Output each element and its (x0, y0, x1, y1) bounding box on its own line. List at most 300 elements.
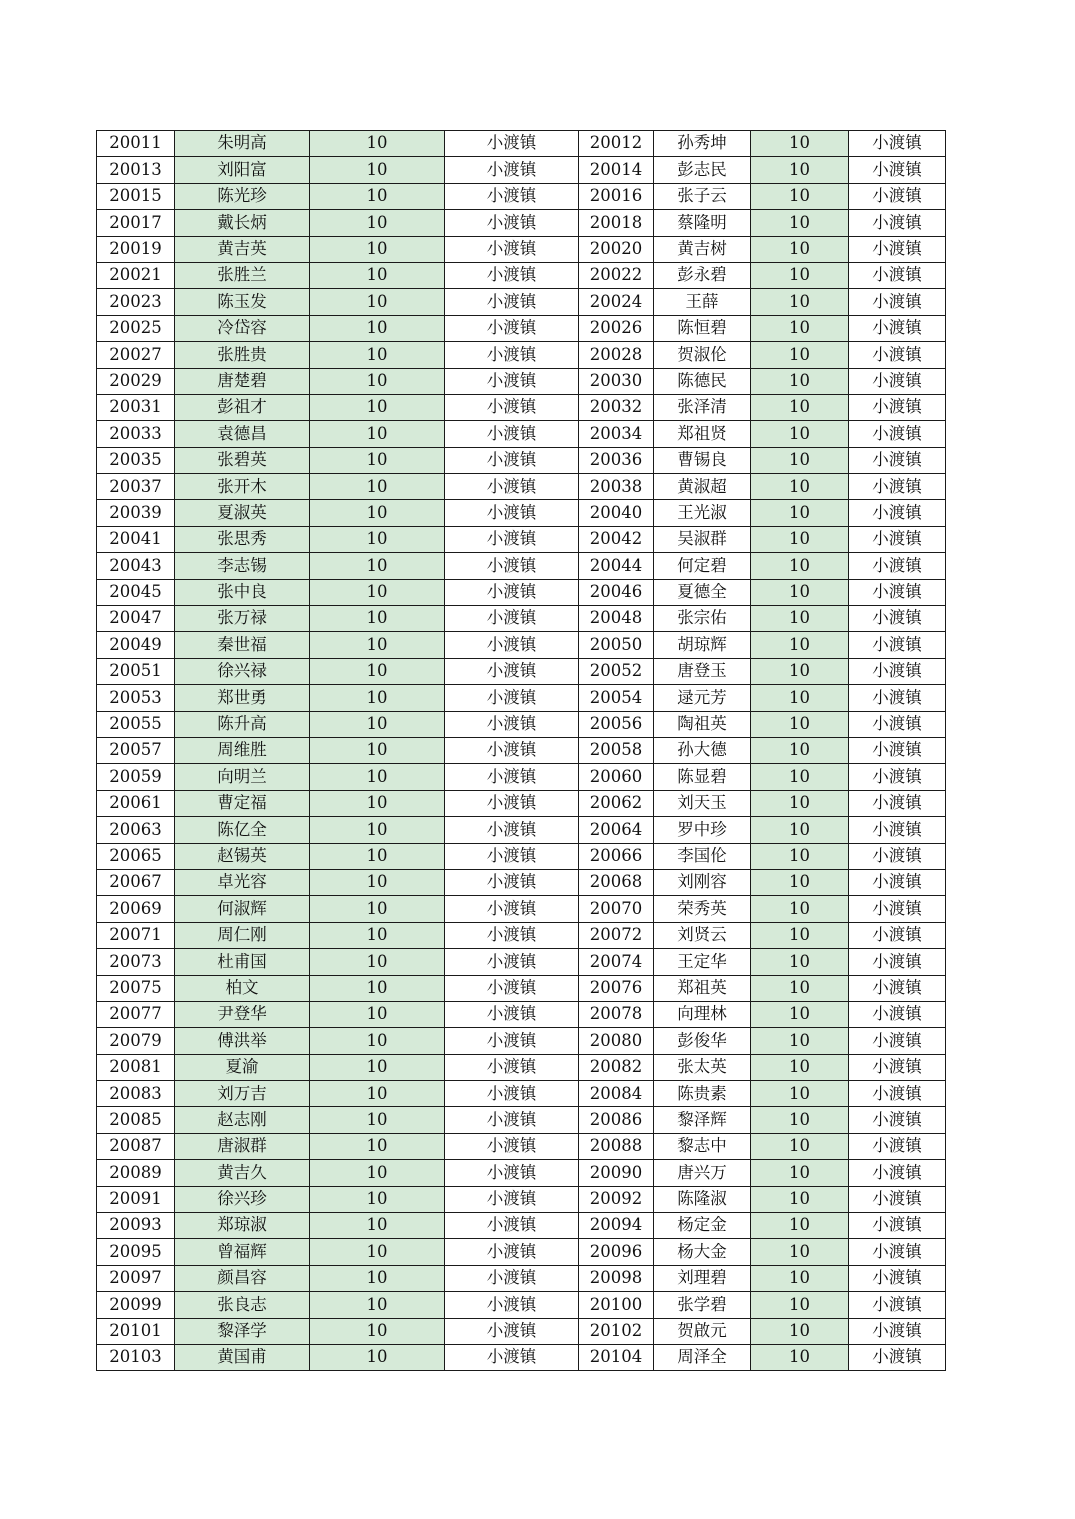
left-name-cell: 秦世福 (175, 632, 310, 658)
right-town-cell: 小渡镇 (849, 869, 946, 895)
right-amount-cell: 10 (751, 289, 849, 315)
right-town-cell: 小渡镇 (849, 447, 946, 473)
table-row (97, 131, 946, 157)
left-town-cell: 小渡镇 (445, 526, 579, 552)
right-town-cell: 小渡镇 (849, 949, 946, 975)
table-row (97, 1239, 946, 1265)
right-town-cell: 小渡镇 (849, 131, 946, 157)
left-town-cell: 小渡镇 (445, 817, 579, 843)
right-name-cell: 唐登玉 (654, 658, 751, 684)
right-id-cell: 20022 (579, 262, 654, 288)
left-id-cell: 20027 (97, 342, 175, 368)
table-row (97, 896, 946, 922)
right-amount-cell: 10 (751, 685, 849, 711)
left-amount-cell: 10 (310, 1292, 445, 1318)
left-id-cell: 20053 (97, 685, 175, 711)
table-row (97, 526, 946, 552)
right-id-cell: 20050 (579, 632, 654, 658)
right-id-cell: 20102 (579, 1318, 654, 1344)
left-town-cell: 小渡镇 (445, 1107, 579, 1133)
left-town-cell: 小渡镇 (445, 342, 579, 368)
left-town-cell: 小渡镇 (445, 1160, 579, 1186)
right-amount-cell: 10 (751, 553, 849, 579)
left-amount-cell: 10 (310, 1081, 445, 1107)
right-id-cell: 20086 (579, 1107, 654, 1133)
table-row (97, 394, 946, 420)
left-amount-cell: 10 (310, 210, 445, 236)
right-id-cell: 20062 (579, 790, 654, 816)
right-town-cell: 小渡镇 (849, 500, 946, 526)
left-amount-cell: 10 (310, 1344, 445, 1370)
left-name-cell: 赵志刚 (175, 1107, 310, 1133)
left-amount-cell: 10 (310, 1001, 445, 1027)
right-id-cell: 20078 (579, 1001, 654, 1027)
right-id-cell: 20066 (579, 843, 654, 869)
table-row (97, 447, 946, 473)
right-name-cell: 逯元芳 (654, 685, 751, 711)
left-id-cell: 20071 (97, 922, 175, 948)
left-amount-cell: 10 (310, 157, 445, 183)
right-id-cell: 20092 (579, 1186, 654, 1212)
left-amount-cell: 10 (310, 632, 445, 658)
right-amount-cell: 10 (751, 922, 849, 948)
left-id-cell: 20099 (97, 1292, 175, 1318)
left-name-cell: 朱明高 (175, 131, 310, 157)
right-name-cell: 王定华 (654, 949, 751, 975)
left-id-cell: 20085 (97, 1107, 175, 1133)
right-town-cell: 小渡镇 (849, 262, 946, 288)
right-town-cell: 小渡镇 (849, 553, 946, 579)
table-row (97, 315, 946, 341)
right-name-cell: 李国伦 (654, 843, 751, 869)
right-id-cell: 20052 (579, 658, 654, 684)
right-name-cell: 孙大德 (654, 737, 751, 763)
right-id-cell: 20048 (579, 606, 654, 632)
left-amount-cell: 10 (310, 1133, 445, 1159)
right-name-cell: 荣秀英 (654, 896, 751, 922)
left-town-cell: 小渡镇 (445, 606, 579, 632)
right-amount-cell: 10 (751, 579, 849, 605)
right-name-cell: 王光淑 (654, 500, 751, 526)
right-name-cell: 曹锡良 (654, 447, 751, 473)
left-name-cell: 黎泽学 (175, 1318, 310, 1344)
right-name-cell: 王薛 (654, 289, 751, 315)
right-town-cell: 小渡镇 (849, 790, 946, 816)
left-id-cell: 20043 (97, 553, 175, 579)
right-amount-cell: 10 (751, 1054, 849, 1080)
left-town-cell: 小渡镇 (445, 236, 579, 262)
right-id-cell: 20020 (579, 236, 654, 262)
right-name-cell: 唐兴万 (654, 1160, 751, 1186)
left-town-cell: 小渡镇 (445, 975, 579, 1001)
right-amount-cell: 10 (751, 869, 849, 895)
left-town-cell: 小渡镇 (445, 711, 579, 737)
left-amount-cell: 10 (310, 315, 445, 341)
left-id-cell: 20067 (97, 869, 175, 895)
left-town-cell: 小渡镇 (445, 685, 579, 711)
left-name-cell: 袁德昌 (175, 421, 310, 447)
right-amount-cell: 10 (751, 157, 849, 183)
right-id-cell: 20030 (579, 368, 654, 394)
left-id-cell: 20051 (97, 658, 175, 684)
right-amount-cell: 10 (751, 1239, 849, 1265)
right-amount-cell: 10 (751, 210, 849, 236)
table-row (97, 157, 946, 183)
left-amount-cell: 10 (310, 394, 445, 420)
left-town-cell: 小渡镇 (445, 632, 579, 658)
left-name-cell: 夏淑英 (175, 500, 310, 526)
table-row (97, 1213, 946, 1239)
left-name-cell: 彭祖才 (175, 394, 310, 420)
left-town-cell: 小渡镇 (445, 1213, 579, 1239)
left-id-cell: 20047 (97, 606, 175, 632)
left-amount-cell: 10 (310, 685, 445, 711)
left-id-cell: 20079 (97, 1028, 175, 1054)
table-row (97, 1344, 946, 1370)
right-town-cell: 小渡镇 (849, 1001, 946, 1027)
right-amount-cell: 10 (751, 1265, 849, 1291)
table-row (97, 1186, 946, 1212)
right-amount-cell: 10 (751, 394, 849, 420)
left-amount-cell: 10 (310, 922, 445, 948)
left-town-cell: 小渡镇 (445, 1344, 579, 1370)
right-amount-cell: 10 (751, 949, 849, 975)
left-amount-cell: 10 (310, 526, 445, 552)
right-name-cell: 张宗佑 (654, 606, 751, 632)
left-name-cell: 陈亿全 (175, 817, 310, 843)
right-amount-cell: 10 (751, 975, 849, 1001)
table-row (97, 737, 946, 763)
left-amount-cell: 10 (310, 579, 445, 605)
left-amount-cell: 10 (310, 790, 445, 816)
left-id-cell: 20019 (97, 236, 175, 262)
left-name-cell: 张开木 (175, 474, 310, 500)
right-id-cell: 20040 (579, 500, 654, 526)
left-name-cell: 戴长炳 (175, 210, 310, 236)
right-name-cell: 吴淑群 (654, 526, 751, 552)
left-amount-cell: 10 (310, 896, 445, 922)
left-id-cell: 20045 (97, 579, 175, 605)
right-name-cell: 孙秀坤 (654, 131, 751, 157)
left-name-cell: 黄吉久 (175, 1160, 310, 1186)
left-town-cell: 小渡镇 (445, 764, 579, 790)
right-town-cell: 小渡镇 (849, 1239, 946, 1265)
left-id-cell: 20015 (97, 183, 175, 209)
right-town-cell: 小渡镇 (849, 394, 946, 420)
table-row (97, 949, 946, 975)
right-town-cell: 小渡镇 (849, 342, 946, 368)
left-name-cell: 傅洪举 (175, 1028, 310, 1054)
left-amount-cell: 10 (310, 1028, 445, 1054)
right-name-cell: 黄淑超 (654, 474, 751, 500)
right-id-cell: 20054 (579, 685, 654, 711)
left-name-cell: 郑琼淑 (175, 1213, 310, 1239)
right-id-cell: 20072 (579, 922, 654, 948)
right-id-cell: 20080 (579, 1028, 654, 1054)
right-id-cell: 20096 (579, 1239, 654, 1265)
left-id-cell: 20093 (97, 1213, 175, 1239)
right-name-cell: 陈贵素 (654, 1081, 751, 1107)
right-town-cell: 小渡镇 (849, 1344, 946, 1370)
left-id-cell: 20059 (97, 764, 175, 790)
left-town-cell: 小渡镇 (445, 579, 579, 605)
right-name-cell: 向理林 (654, 1001, 751, 1027)
left-name-cell: 李志锡 (175, 553, 310, 579)
right-town-cell: 小渡镇 (849, 1054, 946, 1080)
right-town-cell: 小渡镇 (849, 421, 946, 447)
left-town-cell: 小渡镇 (445, 262, 579, 288)
right-id-cell: 20076 (579, 975, 654, 1001)
right-town-cell: 小渡镇 (849, 1028, 946, 1054)
left-id-cell: 20089 (97, 1160, 175, 1186)
right-id-cell: 20036 (579, 447, 654, 473)
left-amount-cell: 10 (310, 553, 445, 579)
right-town-cell: 小渡镇 (849, 1081, 946, 1107)
left-amount-cell: 10 (310, 1265, 445, 1291)
right-town-cell: 小渡镇 (849, 843, 946, 869)
table-row (97, 1054, 946, 1080)
left-town-cell: 小渡镇 (445, 131, 579, 157)
right-name-cell: 何定碧 (654, 553, 751, 579)
left-town-cell: 小渡镇 (445, 394, 579, 420)
right-name-cell: 刘天玉 (654, 790, 751, 816)
left-amount-cell: 10 (310, 1213, 445, 1239)
left-amount-cell: 10 (310, 949, 445, 975)
right-id-cell: 20038 (579, 474, 654, 500)
left-id-cell: 20041 (97, 526, 175, 552)
left-town-cell: 小渡镇 (445, 1292, 579, 1318)
left-name-cell: 陈光珍 (175, 183, 310, 209)
right-id-cell: 20100 (579, 1292, 654, 1318)
table-row (97, 1028, 946, 1054)
left-id-cell: 20025 (97, 315, 175, 341)
left-town-cell: 小渡镇 (445, 658, 579, 684)
right-id-cell: 20056 (579, 711, 654, 737)
left-id-cell: 20087 (97, 1133, 175, 1159)
left-id-cell: 20077 (97, 1001, 175, 1027)
left-town-cell: 小渡镇 (445, 1054, 579, 1080)
left-amount-cell: 10 (310, 869, 445, 895)
left-amount-cell: 10 (310, 447, 445, 473)
right-town-cell: 小渡镇 (849, 315, 946, 341)
left-amount-cell: 10 (310, 131, 445, 157)
right-name-cell: 陈隆淑 (654, 1186, 751, 1212)
left-id-cell: 20021 (97, 262, 175, 288)
left-name-cell: 张中良 (175, 579, 310, 605)
left-id-cell: 20095 (97, 1239, 175, 1265)
left-name-cell: 颜昌容 (175, 1265, 310, 1291)
right-name-cell: 蔡隆明 (654, 210, 751, 236)
left-town-cell: 小渡镇 (445, 1265, 579, 1291)
left-amount-cell: 10 (310, 236, 445, 262)
table-row (97, 1133, 946, 1159)
right-amount-cell: 10 (751, 711, 849, 737)
right-id-cell: 20098 (579, 1265, 654, 1291)
left-name-cell: 周仁刚 (175, 922, 310, 948)
right-name-cell: 贺淑伦 (654, 342, 751, 368)
table-row (97, 711, 946, 737)
left-town-cell: 小渡镇 (445, 1239, 579, 1265)
left-id-cell: 20081 (97, 1054, 175, 1080)
right-amount-cell: 10 (751, 474, 849, 500)
left-town-cell: 小渡镇 (445, 447, 579, 473)
left-name-cell: 曹定福 (175, 790, 310, 816)
left-amount-cell: 10 (310, 500, 445, 526)
right-town-cell: 小渡镇 (849, 1160, 946, 1186)
left-name-cell: 张良志 (175, 1292, 310, 1318)
right-amount-cell: 10 (751, 896, 849, 922)
right-name-cell: 陈德民 (654, 368, 751, 394)
right-id-cell: 20074 (579, 949, 654, 975)
right-id-cell: 20046 (579, 579, 654, 605)
right-name-cell: 彭志民 (654, 157, 751, 183)
right-name-cell: 胡琼辉 (654, 632, 751, 658)
left-amount-cell: 10 (310, 1186, 445, 1212)
right-town-cell: 小渡镇 (849, 711, 946, 737)
left-name-cell: 唐楚碧 (175, 368, 310, 394)
table-row (97, 210, 946, 236)
left-name-cell: 夏渝 (175, 1054, 310, 1080)
left-town-cell: 小渡镇 (445, 368, 579, 394)
left-name-cell: 陈玉发 (175, 289, 310, 315)
right-amount-cell: 10 (751, 526, 849, 552)
table-row (97, 368, 946, 394)
right-amount-cell: 10 (751, 658, 849, 684)
right-name-cell: 罗中珍 (654, 817, 751, 843)
right-town-cell: 小渡镇 (849, 289, 946, 315)
left-id-cell: 20023 (97, 289, 175, 315)
right-amount-cell: 10 (751, 1318, 849, 1344)
right-amount-cell: 10 (751, 817, 849, 843)
table-row (97, 1081, 946, 1107)
table-row (97, 843, 946, 869)
right-name-cell: 黄吉树 (654, 236, 751, 262)
right-town-cell: 小渡镇 (849, 1107, 946, 1133)
right-id-cell: 20094 (579, 1213, 654, 1239)
right-id-cell: 20012 (579, 131, 654, 157)
left-amount-cell: 10 (310, 1054, 445, 1080)
left-town-cell: 小渡镇 (445, 737, 579, 763)
left-name-cell: 徐兴珍 (175, 1186, 310, 1212)
table-row (97, 817, 946, 843)
left-amount-cell: 10 (310, 737, 445, 763)
right-amount-cell: 10 (751, 342, 849, 368)
right-town-cell: 小渡镇 (849, 896, 946, 922)
left-town-cell: 小渡镇 (445, 315, 579, 341)
left-amount-cell: 10 (310, 843, 445, 869)
left-id-cell: 20017 (97, 210, 175, 236)
table-row (97, 1318, 946, 1344)
right-town-cell: 小渡镇 (849, 1318, 946, 1344)
right-town-cell: 小渡镇 (849, 1292, 946, 1318)
right-amount-cell: 10 (751, 1160, 849, 1186)
right-town-cell: 小渡镇 (849, 922, 946, 948)
left-name-cell: 黄吉英 (175, 236, 310, 262)
left-id-cell: 20069 (97, 896, 175, 922)
left-town-cell: 小渡镇 (445, 896, 579, 922)
right-town-cell: 小渡镇 (849, 474, 946, 500)
left-id-cell: 20029 (97, 368, 175, 394)
right-amount-cell: 10 (751, 1028, 849, 1054)
right-name-cell: 杨定金 (654, 1213, 751, 1239)
right-name-cell: 郑祖贤 (654, 421, 751, 447)
left-town-cell: 小渡镇 (445, 843, 579, 869)
right-town-cell: 小渡镇 (849, 817, 946, 843)
right-amount-cell: 10 (751, 315, 849, 341)
left-id-cell: 20011 (97, 131, 175, 157)
right-amount-cell: 10 (751, 1107, 849, 1133)
left-name-cell: 杜甫国 (175, 949, 310, 975)
left-id-cell: 20091 (97, 1186, 175, 1212)
table-row (97, 342, 946, 368)
right-amount-cell: 10 (751, 262, 849, 288)
table-row (97, 183, 946, 209)
right-amount-cell: 10 (751, 447, 849, 473)
right-id-cell: 20104 (579, 1344, 654, 1370)
left-amount-cell: 10 (310, 711, 445, 737)
left-town-cell: 小渡镇 (445, 553, 579, 579)
left-name-cell: 张胜贵 (175, 342, 310, 368)
right-id-cell: 20068 (579, 869, 654, 895)
left-name-cell: 唐淑群 (175, 1133, 310, 1159)
left-amount-cell: 10 (310, 764, 445, 790)
right-id-cell: 20084 (579, 1081, 654, 1107)
right-amount-cell: 10 (751, 843, 849, 869)
table-row (97, 606, 946, 632)
right-town-cell: 小渡镇 (849, 526, 946, 552)
right-town-cell: 小渡镇 (849, 1213, 946, 1239)
right-name-cell: 刘贤云 (654, 922, 751, 948)
table-row (97, 790, 946, 816)
table-row (97, 764, 946, 790)
table-row (97, 262, 946, 288)
table-row (97, 421, 946, 447)
left-amount-cell: 10 (310, 658, 445, 684)
table-row (97, 1265, 946, 1291)
left-id-cell: 20103 (97, 1344, 175, 1370)
right-amount-cell: 10 (751, 764, 849, 790)
left-town-cell: 小渡镇 (445, 1028, 579, 1054)
left-name-cell: 郑世勇 (175, 685, 310, 711)
right-id-cell: 20034 (579, 421, 654, 447)
right-amount-cell: 10 (751, 1081, 849, 1107)
right-name-cell: 张泽清 (654, 394, 751, 420)
table-row (97, 474, 946, 500)
left-amount-cell: 10 (310, 606, 445, 632)
left-id-cell: 20033 (97, 421, 175, 447)
left-name-cell: 黄国甫 (175, 1344, 310, 1370)
table-row (97, 685, 946, 711)
table-row (97, 289, 946, 315)
left-amount-cell: 10 (310, 262, 445, 288)
left-town-cell: 小渡镇 (445, 421, 579, 447)
right-town-cell: 小渡镇 (849, 975, 946, 1001)
left-name-cell: 赵锡英 (175, 843, 310, 869)
right-town-cell: 小渡镇 (849, 236, 946, 262)
left-id-cell: 20061 (97, 790, 175, 816)
right-name-cell: 彭俊华 (654, 1028, 751, 1054)
right-id-cell: 20090 (579, 1160, 654, 1186)
left-town-cell: 小渡镇 (445, 210, 579, 236)
left-id-cell: 20063 (97, 817, 175, 843)
right-id-cell: 20070 (579, 896, 654, 922)
right-town-cell: 小渡镇 (849, 157, 946, 183)
left-name-cell: 张胜兰 (175, 262, 310, 288)
right-name-cell: 刘刚容 (654, 869, 751, 895)
right-amount-cell: 10 (751, 421, 849, 447)
right-town-cell: 小渡镇 (849, 632, 946, 658)
left-amount-cell: 10 (310, 1160, 445, 1186)
